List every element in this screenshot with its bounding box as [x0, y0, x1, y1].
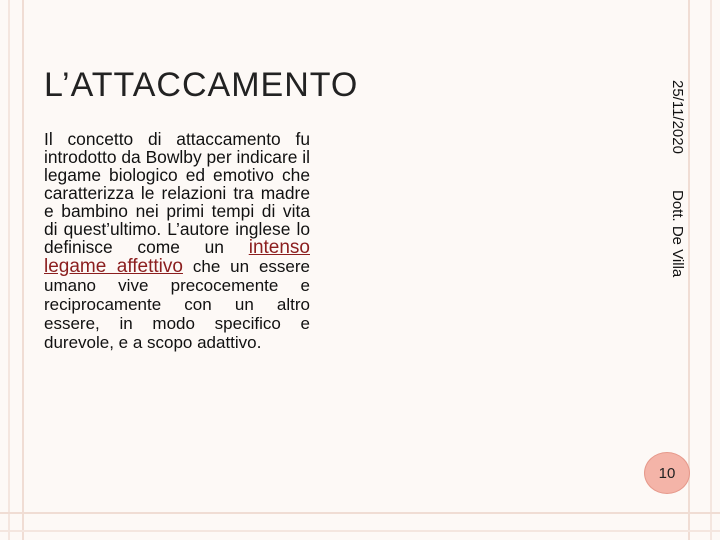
slide-frame-bottom-inner: [0, 530, 720, 532]
slide-author: Dott. De Villa: [669, 190, 686, 278]
body-text-end: .: [256, 332, 262, 352]
slide-frame-right: [688, 0, 720, 540]
slide-body: [44, 130, 310, 352]
body-text-start: Il concetto di attaccamento fu introdotto da Bowlby per indicare il legame biologico ed emotivo che caratterizza le relazioni tra madre e bambino nei primi tempi di vita di quest’ultimo. L’autore inglese lo definisce come un: [44, 129, 310, 257]
slide-title: L’ATTACCAMENTO: [44, 66, 359, 104]
page-number: 10: [658, 464, 676, 482]
slide-frame-right-inner: [710, 0, 712, 540]
slide-frame-left: [0, 0, 24, 540]
page-number-badge: [644, 452, 690, 494]
slide-frame-left-inner: [8, 0, 10, 540]
body-emphasis: intenso legame affettivo: [44, 237, 310, 277]
slide-date: 25/11/2020: [669, 80, 686, 154]
body-text-middle: che un essere umano vive precocemente e reciprocamente con un altro essere, in modo specifico e durevole, e a scopo adattivo: [44, 257, 310, 352]
slide-frame-bottom: [0, 512, 720, 514]
